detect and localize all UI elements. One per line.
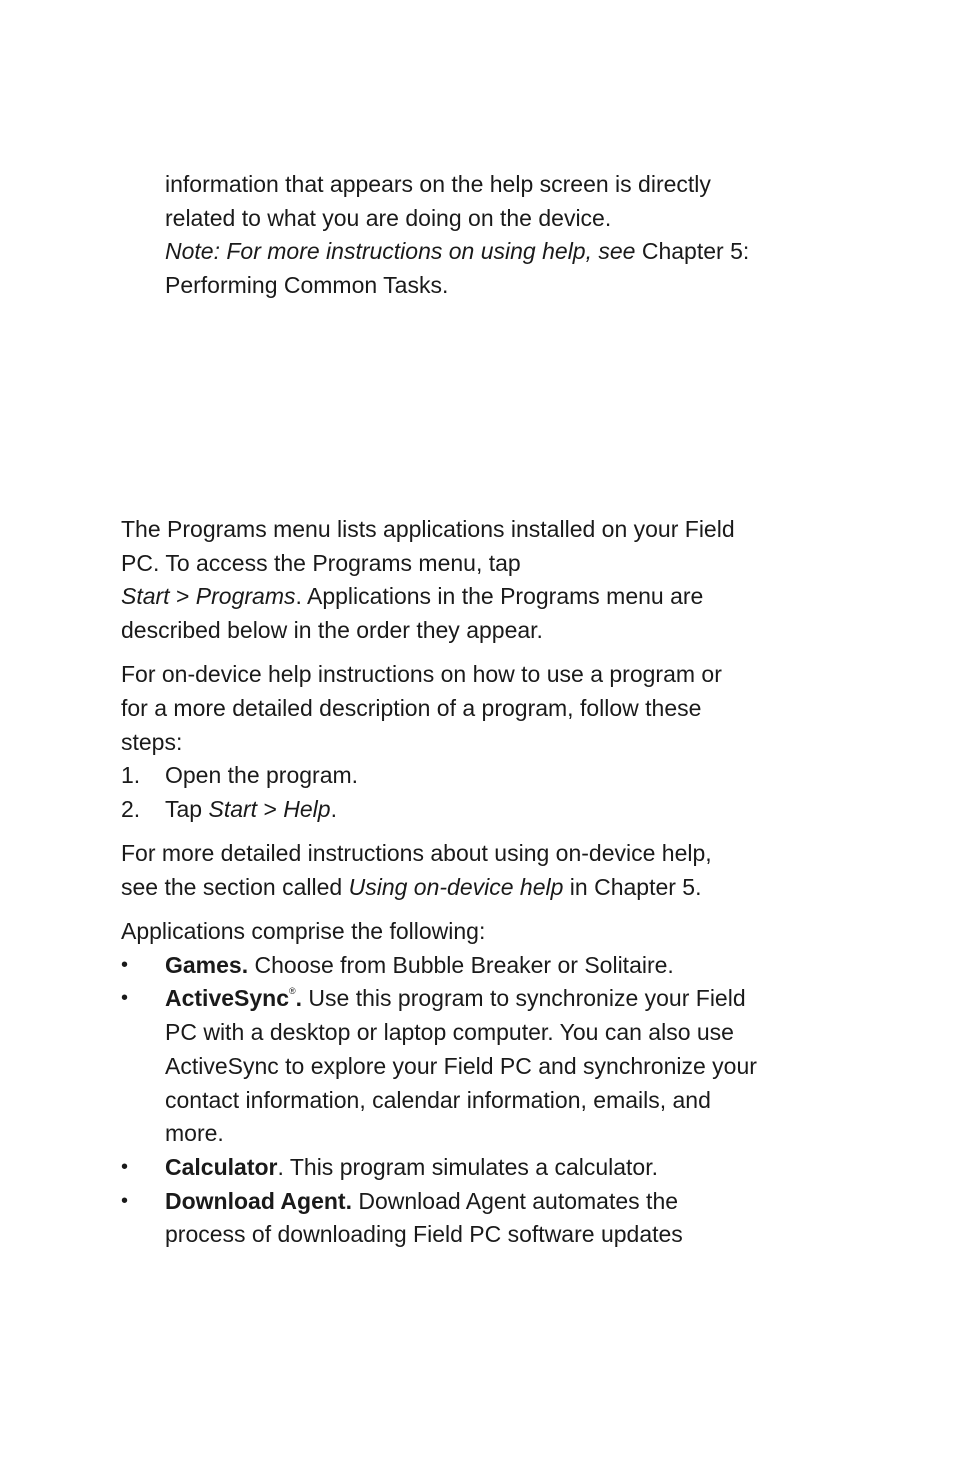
detailed-help-line-1: For more detailed instructions about using on-device help, bbox=[121, 840, 712, 866]
bullet: • bbox=[121, 1156, 129, 1178]
detailed-help-end: . bbox=[695, 874, 702, 900]
help-note bbox=[165, 234, 749, 268]
help-note-italic: Note: For more instructions on using help, see bbox=[165, 238, 636, 264]
applications-intro: Applications comprise the following: bbox=[121, 918, 486, 944]
detailed-help-mid: in bbox=[563, 874, 595, 900]
programs-intro-line-4: described below in the order they appear. bbox=[121, 617, 543, 643]
step-text-end: . bbox=[330, 796, 337, 822]
bullet: • bbox=[121, 1190, 129, 1212]
activesync-desc-3: ActiveSync to explore your Field PC and synchronize your bbox=[165, 1053, 757, 1079]
activesync-desc-5: more. bbox=[165, 1120, 224, 1146]
detailed-help-pre: see the section called bbox=[121, 874, 349, 900]
help-note-chapter-title[interactable]: Performing Common Tasks. bbox=[165, 272, 449, 298]
help-steps-intro-line-3: steps: bbox=[121, 729, 183, 755]
games-desc: Choose from Bubble Breaker or Solitaire. bbox=[248, 952, 674, 978]
help-steps-intro-line-1: For on-device help instructions on how to use a program or bbox=[121, 661, 722, 687]
help-note-chapter-link[interactable]: Chapter 5: bbox=[635, 238, 750, 264]
programs-intro-line-3 bbox=[121, 579, 703, 613]
download-agent-term: Download Agent. bbox=[165, 1188, 352, 1214]
help-menu-label: Help bbox=[283, 796, 331, 822]
activesync-desc-4: contact information, calendar information, emails, and bbox=[165, 1087, 711, 1113]
games-term: Games. bbox=[165, 952, 249, 978]
help-steps-intro-line-2: for a more detailed description of a program, follow these bbox=[121, 695, 702, 721]
download-agent-desc-2: process of downloading Field PC software updates bbox=[165, 1221, 683, 1247]
help-text-line-2: related to what you are doing on the device. bbox=[165, 205, 612, 231]
activesync-dot: . bbox=[295, 985, 303, 1011]
step-text-pre: Tap bbox=[165, 796, 209, 822]
bullet-activesync bbox=[165, 981, 746, 1015]
section-name: Using on-device help bbox=[348, 874, 564, 900]
bullet-download-agent bbox=[165, 1184, 678, 1218]
programs-intro-line-2: PC. To access the Programs menu, tap bbox=[121, 550, 521, 576]
registered-mark: ® bbox=[289, 986, 296, 996]
bullet-games bbox=[165, 948, 674, 982]
step-number: 1. bbox=[121, 762, 141, 788]
calculator-term: Calculator bbox=[165, 1154, 278, 1180]
bullet: • bbox=[121, 987, 129, 1009]
activesync-term: ActiveSync bbox=[165, 985, 290, 1011]
help-text-line-1: information that appears on the help screen is directly bbox=[165, 171, 711, 197]
step-text bbox=[165, 792, 337, 826]
bullet: • bbox=[121, 954, 129, 976]
step-text: Open the program. bbox=[165, 762, 359, 788]
start-menu-label: Start bbox=[121, 583, 170, 609]
start-menu-label: Start bbox=[208, 796, 258, 822]
detailed-help-line-2 bbox=[121, 870, 701, 904]
bullet-calculator bbox=[165, 1150, 658, 1184]
path-separator: > bbox=[257, 796, 284, 822]
step-number: 2. bbox=[121, 796, 141, 822]
programs-intro-line-1: The Programs menu lists applications installed on your Field bbox=[121, 516, 735, 542]
activesync-desc-2: PC with a desktop or laptop computer. You can also use bbox=[165, 1019, 734, 1045]
programs-intro-rest: . Applications in the Programs menu are bbox=[295, 583, 704, 609]
calculator-desc: . This program simulates a calculator. bbox=[277, 1154, 658, 1180]
path-separator: > bbox=[169, 583, 196, 609]
activesync-desc-1: Use this program to synchronize your Field bbox=[302, 985, 746, 1011]
programs-menu-label: Programs bbox=[195, 583, 296, 609]
chapter-5-link[interactable]: Chapter 5 bbox=[594, 874, 696, 900]
download-agent-desc-1: Download Agent automates the bbox=[351, 1188, 679, 1214]
